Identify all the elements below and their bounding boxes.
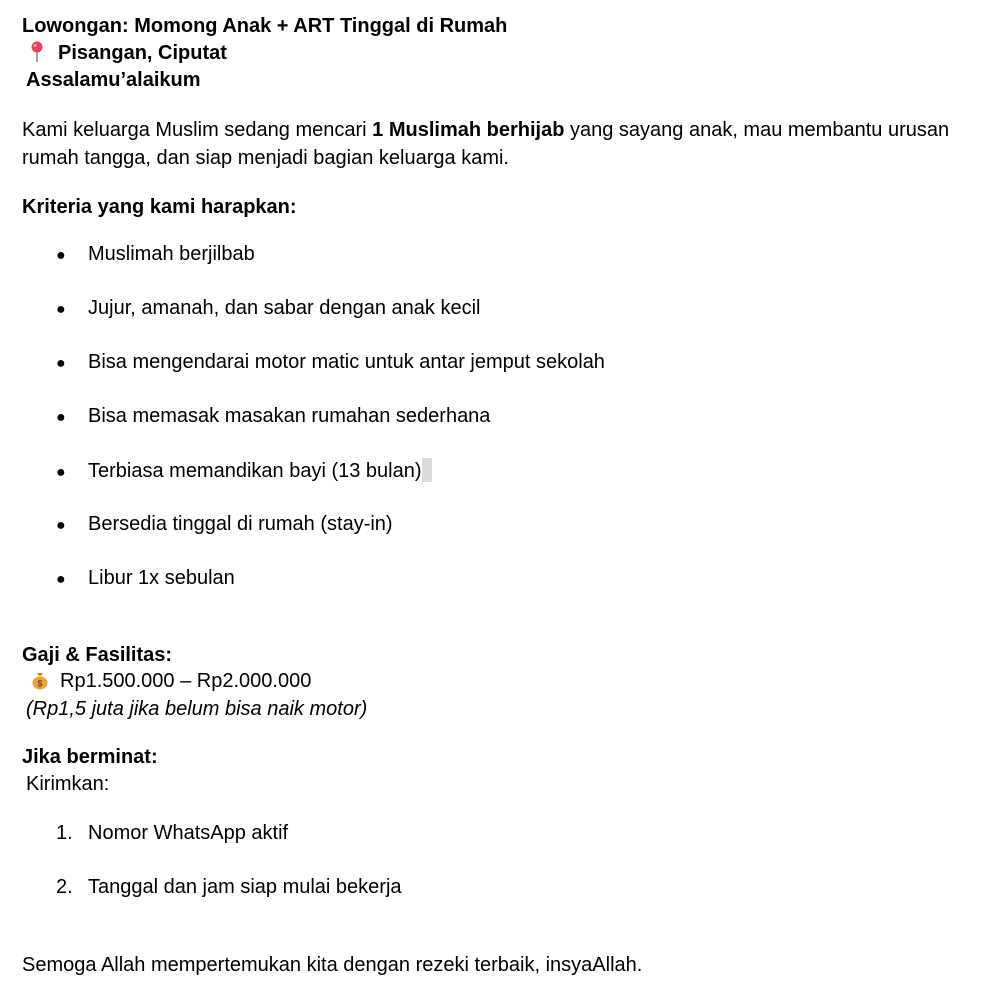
location-line	[22, 41, 227, 65]
list-item: ● Libur 1x sebulan	[56, 566, 235, 592]
bullet-icon: ●	[56, 409, 66, 426]
pin-icon	[30, 41, 44, 63]
bullet-icon: ●	[56, 464, 66, 481]
bullet-icon: ●	[56, 301, 66, 318]
location-text: Pisangan, Ciputat	[58, 42, 227, 64]
salary-range-line	[22, 669, 311, 693]
svg-text:$: $	[37, 678, 43, 689]
salary-heading: Gaji & Fasilitas:	[22, 644, 173, 666]
intro-pre: Kami keluarga Muslim sedang mencari	[22, 119, 373, 141]
text-cursor-highlight	[422, 458, 432, 482]
bullet-icon: ●	[56, 517, 66, 534]
intro-paragraph	[22, 116, 977, 172]
send-label: Kirimkan:	[26, 773, 110, 795]
list-item: ● Bisa memasak masakan rumahan sederhana	[56, 404, 490, 430]
list-item: ● Bisa mengendarai motor matic untuk antar jemput sekolah	[56, 350, 605, 376]
list-item: ● Bersedia tinggal di rumah (stay-in)	[56, 512, 393, 538]
bullet-icon: ●	[56, 247, 66, 264]
intro-bold: 1 Muslimah berhijab	[372, 119, 565, 141]
closing-line: Semoga Allah mempertemukan kita dengan rezeki terbaik, insyaAllah.	[22, 954, 643, 976]
list-item: 2. Tanggal dan jam siap mulai bekerja	[56, 876, 402, 898]
list-item: 1. Nomor WhatsApp aktif	[56, 822, 289, 844]
list-item: ● Jujur, amanah, dan sabar dengan anak kecil	[56, 296, 481, 322]
salary-range: Rp1.500.000 – Rp2.000.000	[60, 670, 312, 692]
bullet-icon: ●	[56, 355, 66, 372]
job-title: Lowongan: Momong Anak + ART Tinggal di Rumah	[22, 15, 508, 37]
salary-note: (Rp1,5 juta jika belum bisa naik motor)	[26, 698, 368, 720]
bullet-icon: ●	[56, 571, 66, 588]
apply-heading: Jika berminat:	[22, 746, 158, 768]
money-bag-icon	[30, 670, 50, 690]
list-item: ● Muslimah berjilbab	[56, 242, 255, 268]
criteria-heading: Kriteria yang kami harapkan:	[22, 196, 297, 218]
greeting: Assalamu’alaikum	[26, 69, 201, 91]
list-item: ● Terbiasa memandikan bayi (13 bulan)	[56, 458, 432, 485]
intro-post: yang sayang anak, mau membantu urusan rumah tangga, dan siap menjadi bagian keluarga kami.	[22, 119, 950, 169]
